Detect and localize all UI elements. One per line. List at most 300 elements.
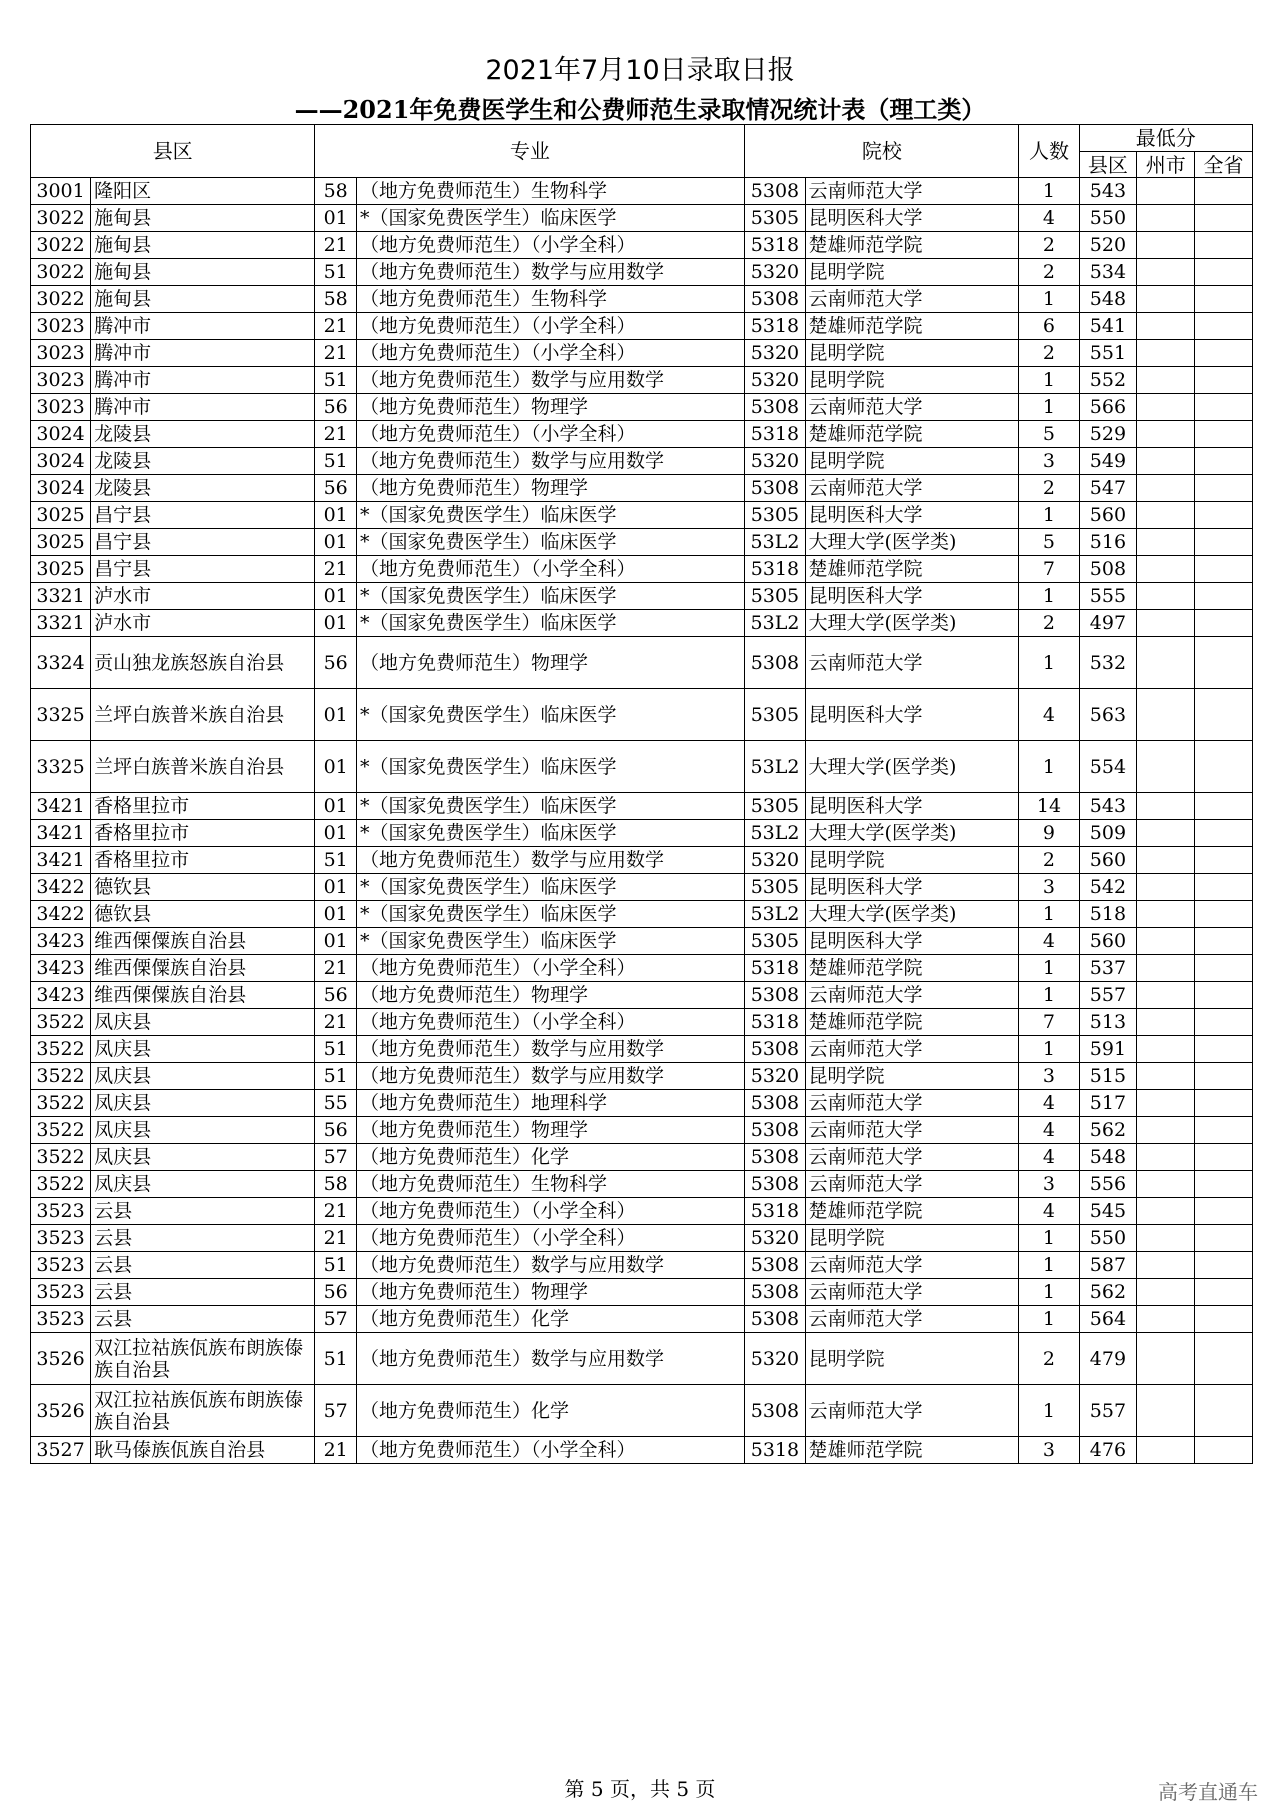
table-row (31, 529, 1253, 556)
county-name: 兰坪白族普米族自治县 (91, 741, 315, 793)
min-score-city (1137, 475, 1195, 502)
table-row (31, 689, 1253, 741)
admit-count: 1 (1019, 955, 1079, 982)
min-score-city (1137, 793, 1195, 820)
table-row (31, 1063, 1253, 1090)
county-code: 3421 (31, 847, 91, 874)
county-code: 3024 (31, 448, 91, 475)
min-score-province (1195, 1198, 1253, 1225)
header-school: 院校 (745, 125, 1019, 178)
min-score-county: 555 (1079, 583, 1137, 610)
min-score-province (1195, 982, 1253, 1009)
min-score-province (1195, 502, 1253, 529)
table-row (31, 637, 1253, 689)
min-score-province (1195, 637, 1253, 689)
county-name: 凤庆县 (91, 1063, 315, 1090)
major-name: *（国家免费医学生）临床医学 (356, 529, 744, 556)
min-score-province (1195, 955, 1253, 982)
min-score-city (1137, 637, 1195, 689)
county-name: 龙陵县 (91, 448, 315, 475)
school-name: 楚雄师范学院 (805, 1009, 1019, 1036)
min-score-city (1137, 1252, 1195, 1279)
county-name: 维西傈僳族自治县 (91, 982, 315, 1009)
min-score-city (1137, 1437, 1195, 1464)
min-score-county: 518 (1079, 901, 1137, 928)
school-code: 53L2 (745, 610, 805, 637)
school-name: 云南师范大学 (805, 286, 1019, 313)
major-code: 58 (315, 1171, 357, 1198)
min-score-city (1137, 1279, 1195, 1306)
major-code: 55 (315, 1090, 357, 1117)
school-code: 5305 (745, 502, 805, 529)
min-score-county: 552 (1079, 367, 1137, 394)
county-code: 3523 (31, 1225, 91, 1252)
major-name: （地方免费师范生）物理学 (356, 475, 744, 502)
major-code: 21 (315, 232, 357, 259)
school-name: 大理大学(医学类) (805, 820, 1019, 847)
major-code: 51 (315, 1252, 357, 1279)
min-score-city (1137, 259, 1195, 286)
county-name: 龙陵县 (91, 421, 315, 448)
min-score-county: 566 (1079, 394, 1137, 421)
school-name: 楚雄师范学院 (805, 1437, 1019, 1464)
county-code: 3523 (31, 1198, 91, 1225)
county-name: 昌宁县 (91, 502, 315, 529)
school-code: 5305 (745, 793, 805, 820)
county-code: 3023 (31, 340, 91, 367)
major-name: *（国家免费医学生）临床医学 (356, 901, 744, 928)
county-code: 3522 (31, 1036, 91, 1063)
min-score-province (1195, 1171, 1253, 1198)
school-name: 大理大学(医学类) (805, 741, 1019, 793)
admit-count: 2 (1019, 610, 1079, 637)
min-score-province (1195, 178, 1253, 205)
school-code: 5320 (745, 1063, 805, 1090)
school-code: 5320 (745, 448, 805, 475)
major-name: （地方免费师范生）（小学全科） (356, 1009, 744, 1036)
major-code: 56 (315, 1279, 357, 1306)
admit-count: 1 (1019, 502, 1079, 529)
min-score-city (1137, 847, 1195, 874)
admit-count: 1 (1019, 982, 1079, 1009)
admit-count: 6 (1019, 313, 1079, 340)
min-score-county: 547 (1079, 475, 1137, 502)
school-name: 云南师范大学 (805, 982, 1019, 1009)
min-score-county: 563 (1079, 689, 1137, 741)
table-row (31, 448, 1253, 475)
min-score-city (1137, 394, 1195, 421)
school-name: 昆明学院 (805, 1225, 1019, 1252)
county-code: 3022 (31, 205, 91, 232)
school-code: 5320 (745, 340, 805, 367)
min-score-county: 520 (1079, 232, 1137, 259)
major-name: （地方免费师范生）物理学 (356, 1117, 744, 1144)
major-code: 21 (315, 1225, 357, 1252)
admit-count: 4 (1019, 1198, 1079, 1225)
school-code: 5318 (745, 1009, 805, 1036)
school-code: 5318 (745, 1198, 805, 1225)
major-name: （地方免费师范生）物理学 (356, 637, 744, 689)
major-code: 01 (315, 793, 357, 820)
county-code: 3522 (31, 1171, 91, 1198)
admit-count: 3 (1019, 448, 1079, 475)
county-code: 3022 (31, 259, 91, 286)
min-score-city (1137, 421, 1195, 448)
county-name: 云县 (91, 1279, 315, 1306)
admit-count: 1 (1019, 1306, 1079, 1333)
county-code: 3025 (31, 556, 91, 583)
table-row (31, 1171, 1253, 1198)
min-score-city (1137, 955, 1195, 982)
min-score-province (1195, 1225, 1253, 1252)
school-name: 云南师范大学 (805, 1385, 1019, 1437)
county-code: 3423 (31, 928, 91, 955)
county-name: 云县 (91, 1306, 315, 1333)
table-row (31, 793, 1253, 820)
major-name: *（国家免费医学生）临床医学 (356, 583, 744, 610)
major-name: （地方免费师范生）化学 (356, 1306, 744, 1333)
county-name: 兰坪白族普米族自治县 (91, 689, 315, 741)
min-score-county: 560 (1079, 502, 1137, 529)
min-score-county: 517 (1079, 1090, 1137, 1117)
min-score-province (1195, 1437, 1253, 1464)
min-score-city (1137, 928, 1195, 955)
min-score-county: 587 (1079, 1252, 1137, 1279)
table-row (31, 313, 1253, 340)
school-name: 楚雄师范学院 (805, 556, 1019, 583)
school-code: 5308 (745, 1090, 805, 1117)
county-code: 3523 (31, 1306, 91, 1333)
min-score-province (1195, 259, 1253, 286)
min-score-county: 534 (1079, 259, 1137, 286)
county-name: 腾冲市 (91, 340, 315, 367)
table-row (31, 1144, 1253, 1171)
table-row (31, 1437, 1253, 1464)
header-county: 县区 (31, 125, 315, 178)
min-score-province (1195, 475, 1253, 502)
table-row (31, 1333, 1253, 1385)
header-count: 人数 (1019, 125, 1079, 178)
school-name: 楚雄师范学院 (805, 1198, 1019, 1225)
county-code: 3522 (31, 1117, 91, 1144)
admit-count: 2 (1019, 259, 1079, 286)
school-code: 5318 (745, 313, 805, 340)
school-code: 5308 (745, 982, 805, 1009)
school-name: 云南师范大学 (805, 1036, 1019, 1063)
min-score-province (1195, 205, 1253, 232)
county-name: 施甸县 (91, 259, 315, 286)
county-name: 维西傈僳族自治县 (91, 955, 315, 982)
major-code: 51 (315, 1036, 357, 1063)
admit-count: 4 (1019, 689, 1079, 741)
admit-count: 2 (1019, 847, 1079, 874)
major-name: *（国家免费医学生）临床医学 (356, 793, 744, 820)
admit-count: 1 (1019, 1225, 1079, 1252)
county-name: 凤庆县 (91, 1090, 315, 1117)
table-row (31, 1279, 1253, 1306)
major-code: 01 (315, 820, 357, 847)
major-name: （地方免费师范生）数学与应用数学 (356, 1252, 744, 1279)
min-score-county: 551 (1079, 340, 1137, 367)
county-name: 维西傈僳族自治县 (91, 928, 315, 955)
county-name: 腾冲市 (91, 367, 315, 394)
county-name: 云县 (91, 1198, 315, 1225)
table-row (31, 1385, 1253, 1437)
table-row (31, 205, 1253, 232)
admit-count: 1 (1019, 1279, 1079, 1306)
min-score-county: 532 (1079, 637, 1137, 689)
major-name: （地方免费师范生）数学与应用数学 (356, 259, 744, 286)
min-score-city (1137, 1198, 1195, 1225)
table-row (31, 340, 1253, 367)
min-score-city (1137, 1117, 1195, 1144)
min-score-province (1195, 1252, 1253, 1279)
min-score-province (1195, 741, 1253, 793)
admit-count: 5 (1019, 529, 1079, 556)
admit-count: 1 (1019, 394, 1079, 421)
min-score-province (1195, 689, 1253, 741)
min-score-province (1195, 1090, 1253, 1117)
school-code: 5320 (745, 1225, 805, 1252)
county-code: 3022 (31, 232, 91, 259)
table-row (31, 1225, 1253, 1252)
admit-count: 2 (1019, 340, 1079, 367)
admit-count: 3 (1019, 874, 1079, 901)
county-code: 3023 (31, 313, 91, 340)
school-code: 53L2 (745, 820, 805, 847)
admit-count: 1 (1019, 1252, 1079, 1279)
admit-count: 4 (1019, 1117, 1079, 1144)
min-score-county: 557 (1079, 1385, 1137, 1437)
min-score-city (1137, 982, 1195, 1009)
admit-count: 1 (1019, 367, 1079, 394)
min-score-province (1195, 421, 1253, 448)
min-score-county: 548 (1079, 286, 1137, 313)
major-code: 56 (315, 475, 357, 502)
school-name: 昆明医科大学 (805, 793, 1019, 820)
min-score-city (1137, 874, 1195, 901)
min-score-province (1195, 394, 1253, 421)
school-code: 5320 (745, 847, 805, 874)
county-code: 3422 (31, 901, 91, 928)
major-code: 01 (315, 610, 357, 637)
county-name: 贡山独龙族怒族自治县 (91, 637, 315, 689)
table-row (31, 820, 1253, 847)
major-code: 51 (315, 847, 357, 874)
major-code: 56 (315, 1117, 357, 1144)
school-code: 5308 (745, 178, 805, 205)
min-score-county: 548 (1079, 1144, 1137, 1171)
school-code: 5308 (745, 475, 805, 502)
school-name: 昆明医科大学 (805, 502, 1019, 529)
major-name: （地方免费师范生）地理科学 (356, 1090, 744, 1117)
page-title: 2021年7月10日录取日报 (485, 55, 795, 86)
min-score-city (1137, 178, 1195, 205)
major-code: 21 (315, 1009, 357, 1036)
school-name: 昆明医科大学 (805, 928, 1019, 955)
major-name: （地方免费师范生）数学与应用数学 (356, 367, 744, 394)
county-name: 腾冲市 (91, 313, 315, 340)
admit-count: 1 (1019, 901, 1079, 928)
major-name: （地方免费师范生）数学与应用数学 (356, 1036, 744, 1063)
major-code: 01 (315, 901, 357, 928)
school-name: 云南师范大学 (805, 1090, 1019, 1117)
min-score-province (1195, 820, 1253, 847)
major-name: *（国家免费医学生）临床医学 (356, 820, 744, 847)
major-name: （地方免费师范生）数学与应用数学 (356, 1063, 744, 1090)
table-row (31, 1117, 1253, 1144)
school-code: 53L2 (745, 529, 805, 556)
min-score-city (1137, 1009, 1195, 1036)
min-score-province (1195, 1009, 1253, 1036)
school-name: 昆明医科大学 (805, 874, 1019, 901)
min-score-province (1195, 874, 1253, 901)
county-code: 3321 (31, 583, 91, 610)
school-code: 5318 (745, 1437, 805, 1464)
school-code: 5308 (745, 394, 805, 421)
table-row (31, 232, 1253, 259)
school-name: 昆明学院 (805, 448, 1019, 475)
header-min-province: 全省 (1195, 152, 1253, 178)
school-code: 5305 (745, 205, 805, 232)
county-name: 德钦县 (91, 874, 315, 901)
table-row (31, 556, 1253, 583)
admit-count: 7 (1019, 556, 1079, 583)
school-code: 5305 (745, 928, 805, 955)
school-name: 昆明学院 (805, 1333, 1019, 1385)
major-code: 51 (315, 448, 357, 475)
table-row (31, 1306, 1253, 1333)
admit-count: 4 (1019, 928, 1079, 955)
min-score-county: 550 (1079, 205, 1137, 232)
min-score-county: 508 (1079, 556, 1137, 583)
major-code: 21 (315, 1437, 357, 1464)
county-name: 昌宁县 (91, 529, 315, 556)
min-score-city (1137, 1171, 1195, 1198)
min-score-province (1195, 556, 1253, 583)
min-score-province (1195, 793, 1253, 820)
min-score-county: 562 (1079, 1279, 1137, 1306)
major-name: （地方免费师范生）物理学 (356, 394, 744, 421)
major-code: 01 (315, 529, 357, 556)
admit-count: 5 (1019, 421, 1079, 448)
min-score-county: 560 (1079, 847, 1137, 874)
min-score-county: 556 (1079, 1171, 1137, 1198)
min-score-county: 476 (1079, 1437, 1137, 1464)
min-score-province (1195, 1385, 1253, 1437)
admit-count: 14 (1019, 793, 1079, 820)
table-row (31, 583, 1253, 610)
county-code: 3325 (31, 689, 91, 741)
major-code: 01 (315, 205, 357, 232)
min-score-province (1195, 529, 1253, 556)
county-name: 隆阳区 (91, 178, 315, 205)
county-name: 云县 (91, 1252, 315, 1279)
school-name: 昆明学院 (805, 259, 1019, 286)
major-name: （地方免费师范生）（小学全科） (356, 313, 744, 340)
min-score-city (1137, 1333, 1195, 1385)
school-name: 楚雄师范学院 (805, 232, 1019, 259)
min-score-county: 543 (1079, 178, 1137, 205)
school-code: 53L2 (745, 741, 805, 793)
min-score-province (1195, 286, 1253, 313)
county-code: 3001 (31, 178, 91, 205)
table-row (31, 741, 1253, 793)
major-name: （地方免费师范生）数学与应用数学 (356, 448, 744, 475)
major-code: 56 (315, 982, 357, 1009)
min-score-city (1137, 340, 1195, 367)
school-code: 5308 (745, 1279, 805, 1306)
county-name: 双江拉祜族佤族布朗族傣族自治县 (91, 1385, 315, 1437)
admit-count: 3 (1019, 1437, 1079, 1464)
admit-count: 2 (1019, 475, 1079, 502)
table-row (31, 286, 1253, 313)
min-score-province (1195, 448, 1253, 475)
major-code: 56 (315, 394, 357, 421)
county-name: 香格里拉市 (91, 820, 315, 847)
county-code: 3024 (31, 421, 91, 448)
school-code: 53L2 (745, 901, 805, 928)
min-score-city (1137, 448, 1195, 475)
school-code: 5308 (745, 1117, 805, 1144)
table-row (31, 1198, 1253, 1225)
min-score-county: 537 (1079, 955, 1137, 982)
min-score-county: 564 (1079, 1306, 1137, 1333)
header-min-city: 州市 (1137, 152, 1195, 178)
table-row (31, 1036, 1253, 1063)
admit-count: 1 (1019, 583, 1079, 610)
min-score-province (1195, 928, 1253, 955)
county-code: 3522 (31, 1009, 91, 1036)
major-code: 57 (315, 1144, 357, 1171)
county-name: 施甸县 (91, 286, 315, 313)
school-name: 云南师范大学 (805, 1171, 1019, 1198)
school-name: 云南师范大学 (805, 394, 1019, 421)
table-row (31, 901, 1253, 928)
major-code: 01 (315, 741, 357, 793)
major-code: 21 (315, 955, 357, 982)
min-score-county: 562 (1079, 1117, 1137, 1144)
major-name: *（国家免费医学生）临床医学 (356, 741, 744, 793)
county-code: 3522 (31, 1144, 91, 1171)
county-code: 3321 (31, 610, 91, 637)
min-score-province (1195, 1306, 1253, 1333)
major-code: 51 (315, 1063, 357, 1090)
min-score-city (1137, 1090, 1195, 1117)
table-row (31, 1090, 1253, 1117)
major-name: （地方免费师范生）生物科学 (356, 178, 744, 205)
major-name: （地方免费师范生）（小学全科） (356, 421, 744, 448)
min-score-city (1137, 556, 1195, 583)
admit-count: 1 (1019, 1385, 1079, 1437)
min-score-county: 479 (1079, 1333, 1137, 1385)
admit-count: 2 (1019, 232, 1079, 259)
table-row (31, 955, 1253, 982)
county-code: 3526 (31, 1385, 91, 1437)
county-code: 3522 (31, 1090, 91, 1117)
county-code: 3324 (31, 637, 91, 689)
min-score-county: 516 (1079, 529, 1137, 556)
school-code: 5320 (745, 367, 805, 394)
major-code: 21 (315, 421, 357, 448)
min-score-city (1137, 610, 1195, 637)
school-code: 5305 (745, 689, 805, 741)
school-code: 5305 (745, 874, 805, 901)
admit-count: 4 (1019, 205, 1079, 232)
major-code: 01 (315, 502, 357, 529)
major-name: *（国家免费医学生）临床医学 (356, 689, 744, 741)
school-name: 云南师范大学 (805, 637, 1019, 689)
